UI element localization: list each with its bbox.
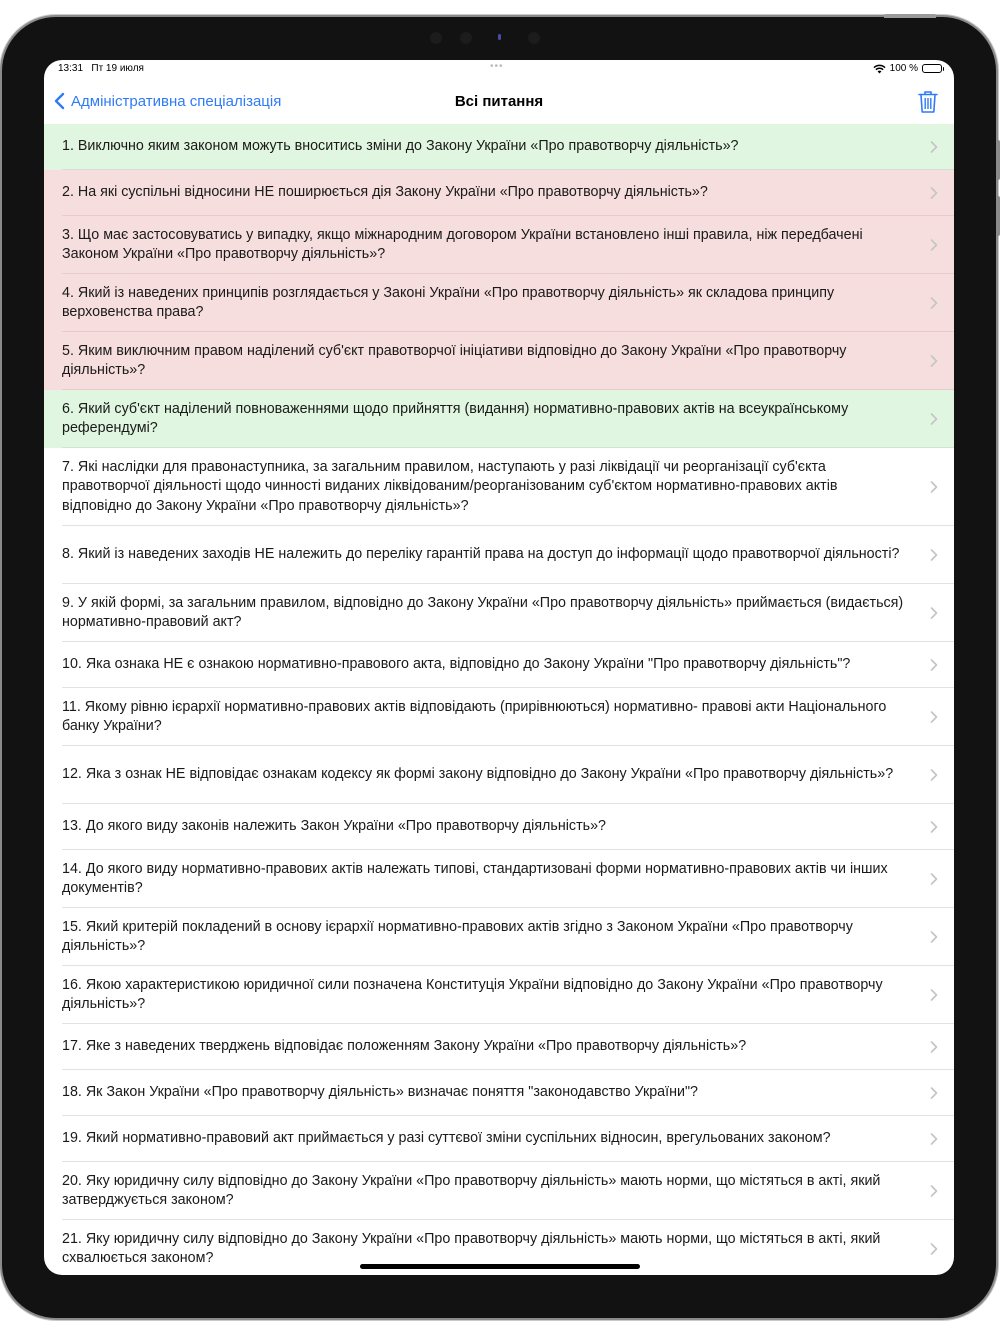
status-right (873, 63, 942, 74)
chevron-right-icon (930, 931, 938, 944)
chevron-right-icon (930, 821, 938, 834)
question-text: 7. Які наслідки для правонаступника, за загальним правилом, наступають у разі ліквідації чи реорганізації суб'єкта правотворчої діяльності щодо чинності виданих ліквідованим/реорганізованим суб'єктом нормативно-правових актів відповідно до Закону України «Про правотворчу діяльність»? (62, 458, 838, 514)
question-text: 13. До якого виду законів належить Закон України «Про правотворчу діяльність»? (62, 818, 606, 835)
question-row[interactable] (44, 850, 954, 908)
question-text: 8. Який із наведених заходів НЕ належить до переліку гарантій права на доступ до інформації щодо правотворчої діяльності? (62, 546, 900, 563)
volume-up-button (996, 140, 1000, 180)
multitasking-dots-icon[interactable]: ••• (490, 61, 504, 72)
chevron-right-icon (930, 659, 938, 672)
question-text: 21. Яку юридичну силу відповідно до Закону України «Про правотворчу діяльність» мають норми, що містяться в акті, який схвалюється законом? (62, 1230, 881, 1266)
question-text: 14. До якого виду нормативно-правових актів належать типові, стандартизовані форми нормативно-правових актів чи інших документів? (62, 860, 888, 896)
question-text: 2. На які суспільні відносини НЕ поширюється дія Закону України «Про правотворчу діяльність»? (62, 184, 708, 201)
question-row[interactable] (44, 584, 954, 642)
question-row[interactable] (44, 642, 954, 688)
chevron-right-icon (930, 1087, 938, 1100)
back-label: Адміністративна спеціалізація (71, 92, 282, 110)
question-text: 20. Яку юридичну силу відповідно до Закону України «Про правотворчу діяльність» мають норми, що містяться в акті, який затверджується законом? (62, 1172, 881, 1208)
camera-icon (528, 32, 540, 44)
question-row[interactable] (44, 908, 954, 966)
top-button (884, 14, 936, 18)
chevron-right-icon (930, 769, 938, 782)
sensor-icon (430, 32, 442, 44)
time-text: 13:31 (58, 63, 84, 74)
chevron-right-icon (930, 481, 938, 494)
question-text: 16. Якою характеристикою юридичної сили позначена Конституція України відповідно до Закону України «Про правотворчу діяльність»? (62, 976, 883, 1012)
question-text: 3. Що має застосовуватись у випадку, якщо міжнародним договором України встановлено інші правила, ніж передбачені Законом України «Про правотворчу діяльність»? (62, 226, 863, 262)
battery-icon (922, 64, 942, 73)
chevron-right-icon (930, 413, 938, 426)
chevron-right-icon (930, 1041, 938, 1054)
chevron-right-icon (930, 549, 938, 562)
question-text: 12. Яка з ознак НЕ відповідає ознакам кодексу як формі закону відповідно до Закону України «Про правотворчу діяльність»? (62, 766, 894, 783)
chevron-right-icon (930, 1185, 938, 1198)
question-row[interactable] (44, 966, 954, 1024)
chevron-right-icon (930, 297, 938, 310)
chevron-right-icon (930, 1133, 938, 1146)
question-row[interactable] (44, 274, 954, 332)
question-text: 11. Якому рівню ієрархії нормативно-правових актів відповідають (прирівнюються) нормативно- правові акти Національного банку України? (62, 698, 887, 734)
question-text: 15. Який критерій покладений в основу ієрархії нормативно-правових актів згідно з Законом України «Про правотворчу діяльність»? (62, 918, 853, 954)
questions-list (44, 124, 954, 1275)
navigation-bar (44, 80, 954, 125)
chevron-right-icon (930, 873, 938, 886)
question-row[interactable] (44, 526, 954, 584)
question-text: 17. Яке з наведених тверджень відповідає положенням Закону України «Про правотворчу діяльність»? (62, 1038, 747, 1055)
question-text: 10. Яка ознака НЕ є ознакою нормативно-правового акта, відповідно до Закону України "Про правотворчу діяльність"? (62, 656, 851, 673)
question-text: 1. Виключно яким законом можуть вноситись зміни до Закону України «Про правотворчу діяльність»? (62, 138, 739, 155)
chevron-right-icon (930, 989, 938, 1002)
question-text: 19. Який нормативно-правовий акт приймається у разі суттєвої зміни суспільних відносин, врегульованих законом? (62, 1130, 831, 1147)
question-row[interactable] (44, 332, 954, 390)
question-text: 5. Яким виключним правом наділений суб'єкт правотворчої ініціативи відповідно до Закону України «Про правотворчу діяльність»? (62, 342, 847, 378)
question-text: 6. Який суб'єкт наділений повноваженнями щодо прийняття (видання) нормативно-правових актів на всеукраїнському референдумі? (62, 400, 849, 436)
question-text: 4. Який із наведених принципів розглядається у Законі України «Про правотворчу діяльність» як складова принципу верховенства права? (62, 284, 835, 320)
chevron-right-icon (930, 239, 938, 252)
question-row[interactable] (44, 1024, 954, 1070)
question-row[interactable] (44, 216, 954, 274)
question-text: 18. Як Закон України «Про правотворчу діяльність» визначає поняття "законодавство України"? (62, 1084, 699, 1101)
question-text: 9. У якій формі, за загальним правилом, відповідно до Закону України «Про правотворчу діяльність» приймається (видається) нормативно-правовий акт? (62, 594, 904, 630)
trash-icon (918, 90, 938, 114)
chevron-right-icon (930, 187, 938, 200)
question-row[interactable] (44, 170, 954, 216)
question-row[interactable] (44, 448, 954, 526)
home-indicator[interactable] (360, 1264, 640, 1269)
page-title: Всі питання (454, 93, 544, 110)
chevron-right-icon (930, 607, 938, 620)
question-row[interactable] (44, 1116, 954, 1162)
sensor-icon (460, 32, 472, 44)
question-row[interactable] (44, 1070, 954, 1116)
screen (44, 60, 954, 1275)
chevron-right-icon (930, 141, 938, 154)
question-row[interactable] (44, 390, 954, 448)
battery-percent: 100 % (889, 63, 918, 74)
status-time (58, 63, 144, 74)
delete-button[interactable] (918, 90, 938, 119)
question-row[interactable] (44, 124, 954, 170)
chevron-right-icon (930, 711, 938, 724)
volume-down-button (996, 196, 1000, 236)
wifi-icon (873, 64, 886, 74)
question-row[interactable] (44, 1162, 954, 1220)
question-row[interactable] (44, 746, 954, 804)
chevron-right-icon (930, 355, 938, 368)
chevron-right-icon (930, 1243, 938, 1256)
date-text: Пт 19 июля (91, 63, 144, 74)
camera-led-icon (498, 34, 501, 40)
status-bar (44, 60, 954, 80)
question-row[interactable] (44, 804, 954, 850)
question-row[interactable] (44, 688, 954, 746)
